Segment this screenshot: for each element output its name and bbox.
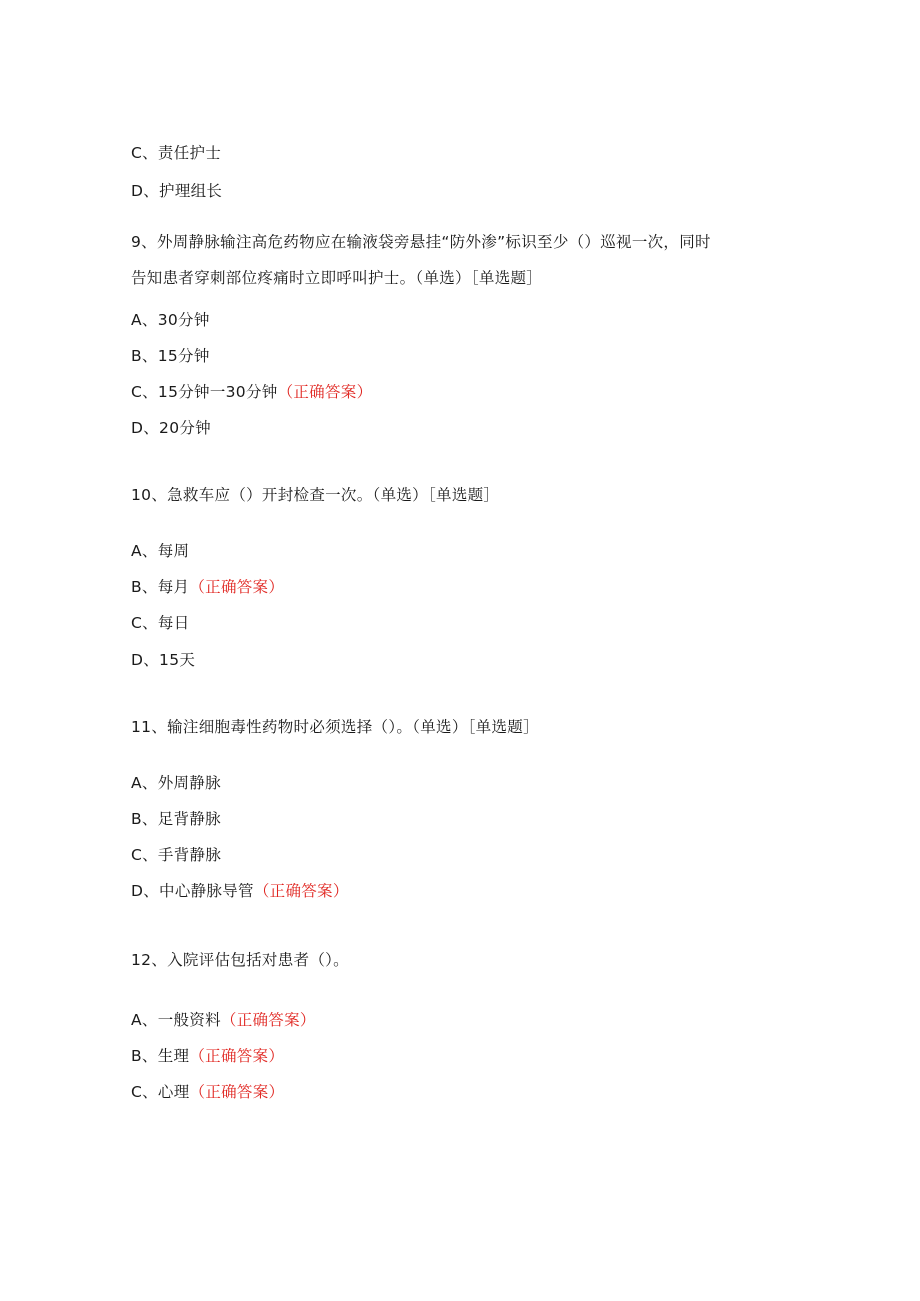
question-text: 告知患者穿刺部位疼痛时立即呼叫护士。（单选）［单选题］	[131, 269, 543, 287]
option-text: A、一般资料	[131, 1011, 221, 1029]
option-text: A、30分钟	[131, 311, 210, 329]
correct-answer-mark: （正确答案）	[189, 1047, 285, 1065]
option-text: A、每周	[131, 542, 190, 560]
option-text: C、责任护士	[131, 144, 222, 162]
question-text: 11、输注细胞毒性药物时必须选择（）。（单选）［单选题］	[131, 718, 539, 736]
question-text: 9、外周静脉输注高危药物应在输液袋旁悬挂“防外渗”标识至少（）巡视一次，同时	[131, 233, 711, 251]
option-text: D、护理组长	[131, 182, 223, 200]
question-line	[131, 950, 349, 970]
option-line	[131, 418, 211, 438]
option-line	[131, 541, 189, 561]
option-line	[131, 143, 221, 163]
option-line	[131, 1046, 284, 1066]
question-line	[131, 268, 542, 288]
question-text: 10、急救车应（）开封检查一次。（单选）［单选题］	[131, 486, 500, 504]
option-text: B、每月	[131, 578, 190, 596]
option-text: C、手背静脉	[131, 846, 222, 864]
question-text: 12、入院评估包括对患者（）。	[131, 951, 349, 969]
question-line	[131, 485, 499, 505]
option-line	[131, 577, 284, 597]
option-text: D、20分钟	[131, 419, 211, 437]
option-text: B、足背静脉	[131, 810, 221, 828]
option-line	[131, 650, 195, 670]
option-line	[131, 310, 210, 330]
option-text: B、生理	[131, 1047, 190, 1065]
option-line	[131, 881, 349, 901]
option-text: A、外周静脉	[131, 774, 221, 792]
option-line	[131, 845, 221, 865]
correct-answer-mark: （正确答案）	[189, 578, 285, 596]
option-line	[131, 613, 190, 633]
correct-answer-mark: （正确答案）	[253, 882, 349, 900]
correct-answer-mark: （正确答案）	[277, 383, 373, 401]
option-line	[131, 1010, 316, 1030]
option-line	[131, 382, 372, 402]
option-line	[131, 1082, 284, 1102]
correct-answer-mark: （正确答案）	[189, 1083, 285, 1101]
option-line	[131, 346, 210, 366]
option-text: C、15分钟一30分钟	[131, 383, 278, 401]
option-text: C、每日	[131, 614, 190, 632]
option-line	[131, 809, 221, 829]
option-line	[131, 773, 221, 793]
option-text: C、心理	[131, 1083, 190, 1101]
option-text: D、15天	[131, 651, 196, 669]
option-line	[131, 181, 222, 201]
question-line	[131, 232, 711, 252]
option-text: D、中心静脉导管	[131, 882, 254, 900]
question-line	[131, 717, 539, 737]
correct-answer-mark: （正确答案）	[220, 1011, 316, 1029]
option-text: B、15分钟	[131, 347, 210, 365]
